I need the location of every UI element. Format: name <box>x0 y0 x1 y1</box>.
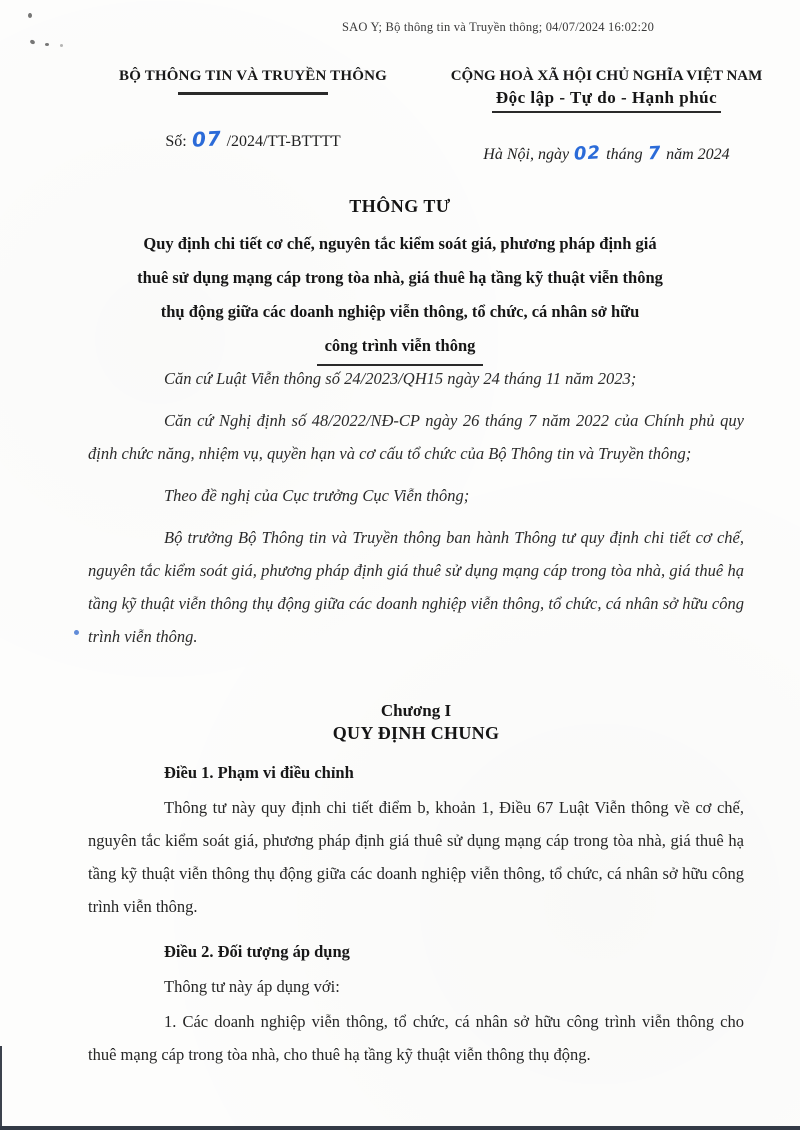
article-2-item-1: 1. Các doanh nghiệp viễn thông, tổ chức, cá nhân sở hữu công trình viễn thông cho thuê mạng cáp trong tòa nhà, cho thuê hạ tầng kỹ thuật viễn thông thụ động. <box>88 1012 744 1064</box>
preamble-paragraph: Theo đề nghị của Cục trưởng Cục Viễn thông; <box>164 486 470 505</box>
ink-speck <box>29 39 35 45</box>
subtitle-line: thụ động giữa các doanh nghiệp viễn thông, tổ chức, cá nhân sở hữu <box>160 302 640 321</box>
document-number-prefix: Số: <box>165 132 187 150</box>
date-suffix: năm 2024 <box>666 146 730 163</box>
issuing-agency-name: BỘ THÔNG TIN VÀ TRUYỀN THÔNG <box>118 68 388 84</box>
national-motto: Độc lập - Tự do - Hạnh phúc <box>492 88 721 113</box>
ink-speck <box>60 44 63 47</box>
document-subtitle <box>0 227 800 366</box>
document-number-suffix: /2024/TT-BTTTT <box>226 132 341 150</box>
blue-margin-mark <box>74 630 79 635</box>
article-2-intro: Thông tư này áp dụng với: <box>164 977 340 996</box>
subtitle-line: Quy định chi tiết cơ chế, nguyên tắc kiểm soát giá, phương pháp định giá <box>143 234 657 253</box>
preamble-paragraph: Căn cứ Luật Viễn thông số 24/2023/QH15 ngày 24 tháng 11 năm 2023; <box>164 369 637 388</box>
ink-speck <box>45 43 49 46</box>
document-body <box>88 362 744 1071</box>
subtitle-line-underlined: công trình viễn thông <box>317 329 484 366</box>
preamble-paragraph: Căn cứ Nghị định số 48/2022/NĐ-CP ngày 26 tháng 7 năm 2022 của Chính phủ quy định chức năng, nhiệm vụ, quyền hạn và cơ cấu tổ chức của Bộ Thông tin và Truyền thông; <box>88 411 744 463</box>
national-title: CỘNG HOÀ XÃ HỘI CHỦ NGHĨA VIỆT NAM <box>450 68 763 84</box>
place-date-line <box>434 142 779 165</box>
preamble-section <box>88 362 744 653</box>
national-motto-block <box>434 68 779 164</box>
preamble-paragraph: Bộ trưởng Bộ Thông tin và Truyền thông ban hành Thông tư quy định chi tiết cơ chế, nguyên tắc kiểm soát giá, phương pháp định giá thuê sử dụng mạng cáp trong tòa nhà, giá thuê hạ tầng kỹ thuật viễn thông thụ động giữa các doanh nghiệp viễn thông, tổ chức, cá nhân sở hữu công trình viễn thông. <box>88 528 744 646</box>
chapter-label: Chương I <box>380 701 452 720</box>
article-1 <box>88 756 744 923</box>
scan-edge-left <box>0 1046 2 1126</box>
title-block <box>0 196 800 366</box>
issuing-agency-block <box>78 68 428 164</box>
subtitle-line: thuê sử dụng mạng cáp trong tòa nhà, giá thuê hạ tầng kỹ thuật viễn thông <box>137 268 663 287</box>
chapter-heading <box>88 701 744 744</box>
article-1-heading: Điều 1. Phạm vi điều chỉnh <box>164 763 354 782</box>
article-2 <box>88 935 744 1071</box>
date-prefix: Hà Nội, ngày <box>483 146 570 163</box>
chapter-title: QUY ĐỊNH CHUNG <box>332 723 500 743</box>
agency-underline-rule <box>178 92 328 95</box>
copy-certification-stamp: SAO Y; Bộ thông tin và Truyền thông; 04/07/2024 16:02:20 <box>342 20 655 34</box>
article-2-heading: Điều 2. Đối tượng áp dụng <box>164 942 350 961</box>
ink-speck <box>28 13 32 18</box>
date-month-handwritten: 7 <box>647 142 662 165</box>
date-middle: tháng <box>606 146 643 163</box>
document-number-handwritten: 07 <box>191 125 223 152</box>
document-number-line <box>78 125 428 152</box>
scan-edge-bottom <box>0 1126 800 1130</box>
document-header <box>0 68 800 164</box>
article-2-body <box>88 970 744 1071</box>
article-1-paragraph: Thông tư này quy định chi tiết điểm b, khoản 1, Điều 67 Luật Viễn thông về cơ chế, nguyên tắc kiểm soát giá, phương pháp định giá thuê sử dụng mạng cáp trong tòa nhà, giá thuê hạ tầng kỹ thuật viễn thông thụ động giữa các doanh nghiệp viễn thông, tổ chức, cá nhân sở hữu công trình viễn thông. <box>88 798 744 916</box>
date-day-handwritten: 02 <box>573 142 602 165</box>
article-1-body <box>88 791 744 923</box>
document-title: THÔNG TƯ <box>349 196 451 216</box>
